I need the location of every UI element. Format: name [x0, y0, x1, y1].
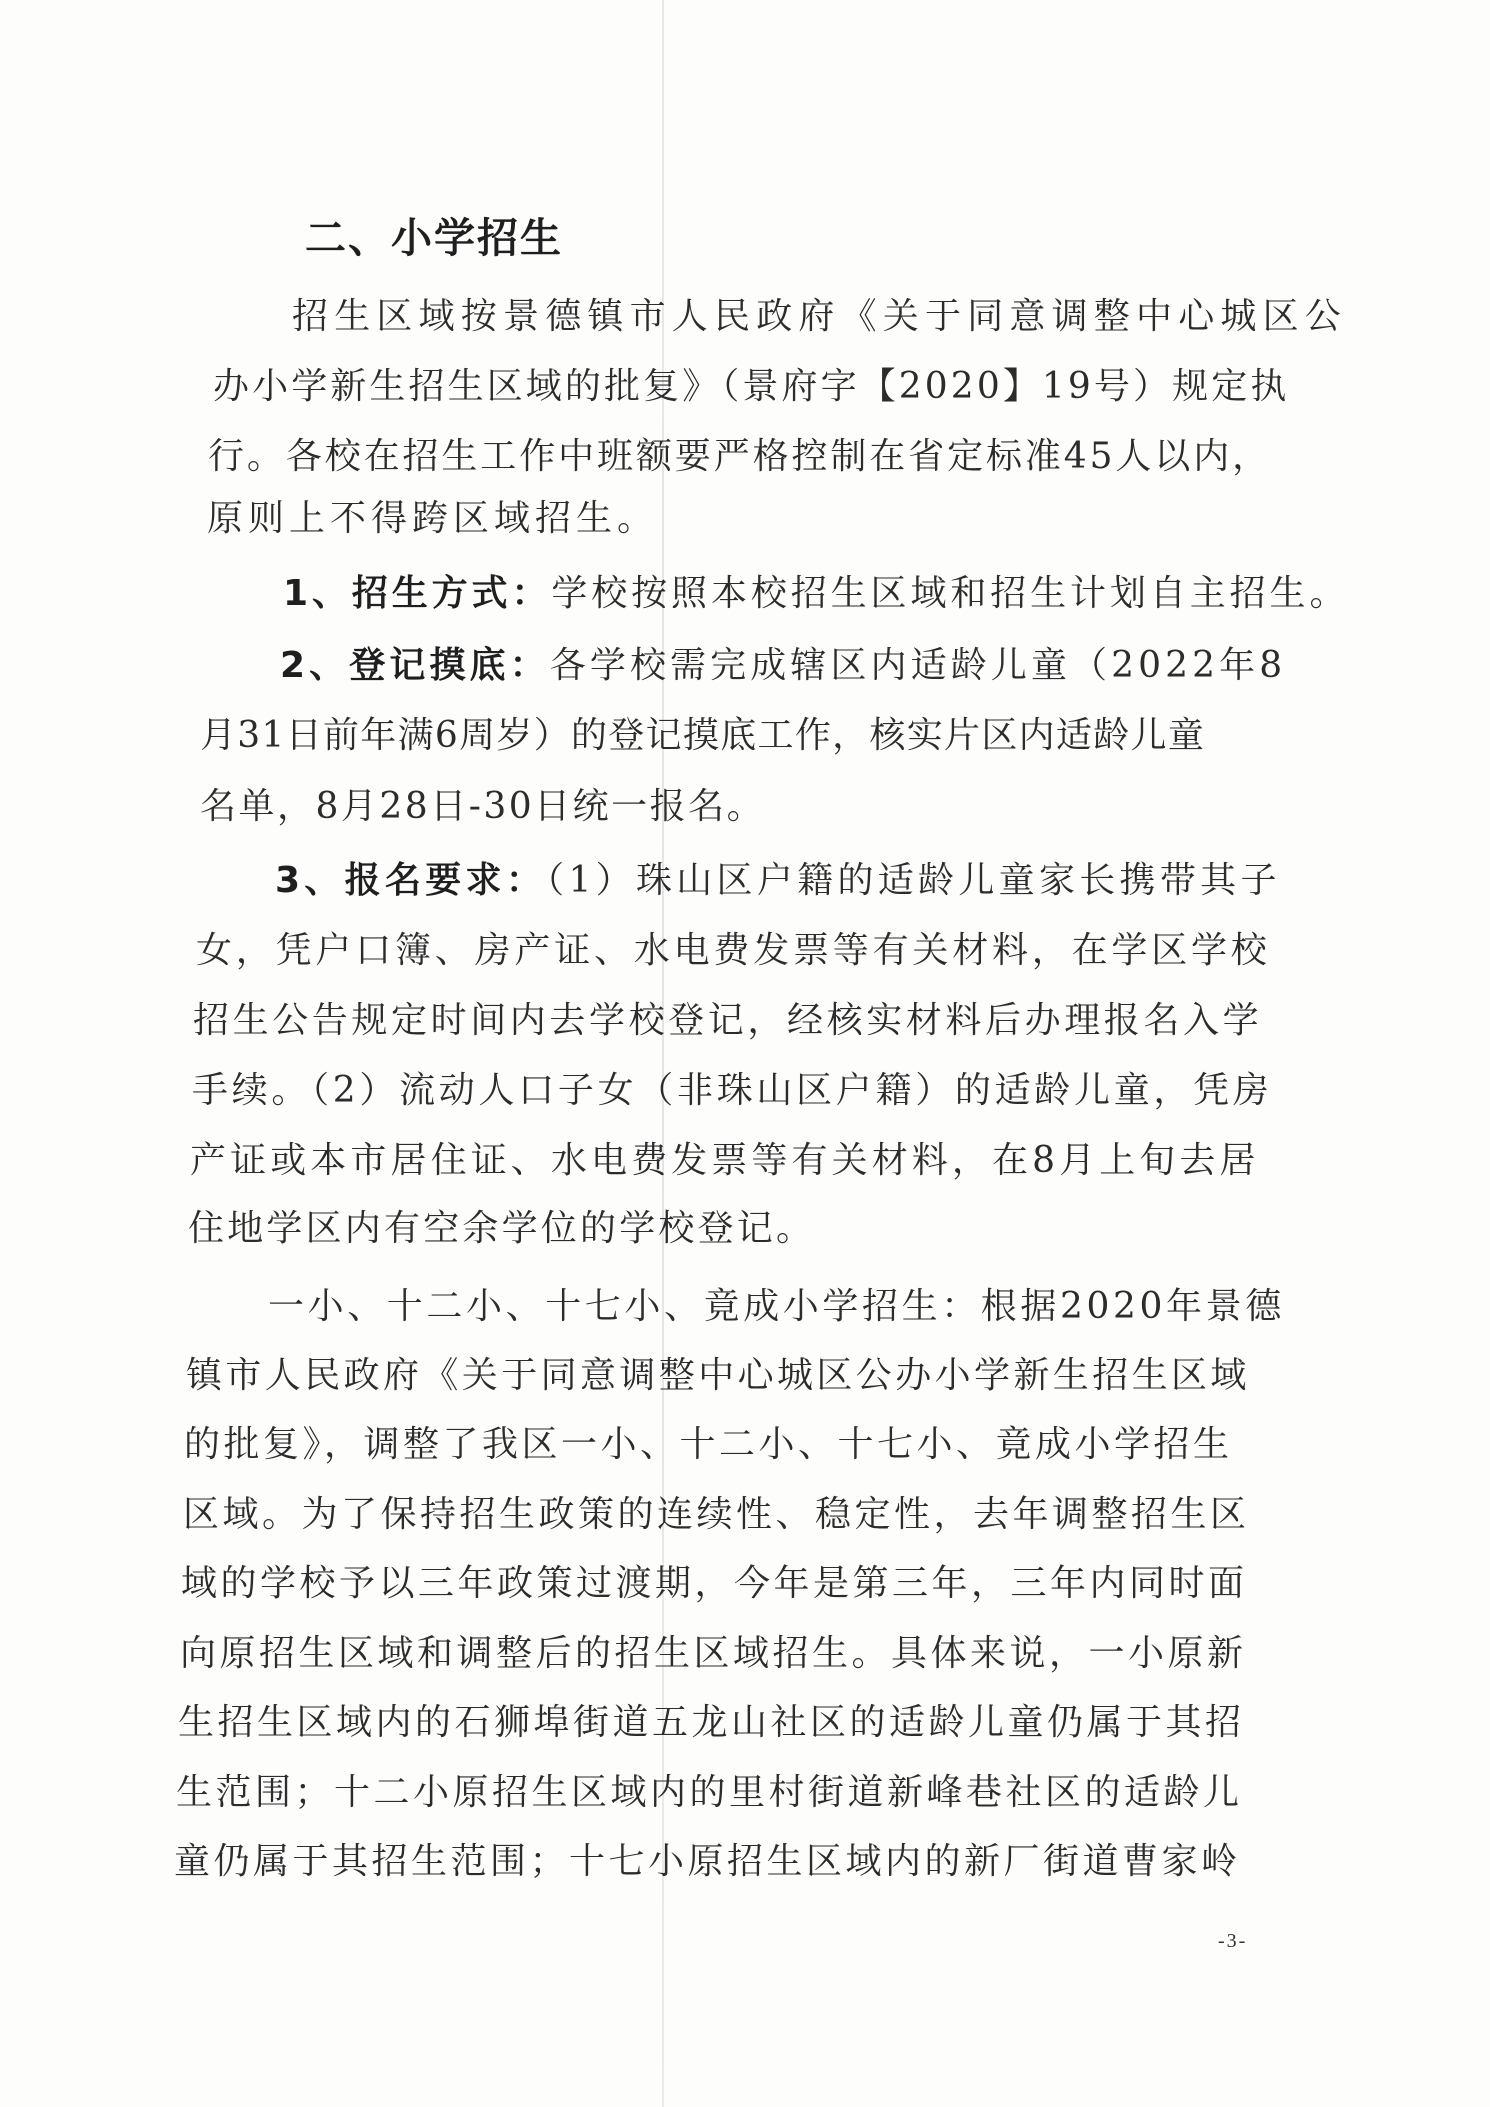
item-text: 各学校需完成辖区内适龄儿童（2022年8	[549, 645, 1287, 686]
list-item	[275, 852, 1281, 903]
item-label: 3、报名要求：	[275, 860, 547, 901]
paragraph-line: 生范围；十二小原招生区域内的里村街道新峰巷社区的适龄儿	[176, 1772, 1243, 1813]
item-text: （1）珠山区户籍的适龄儿童家长携带其子	[546, 860, 1281, 901]
paragraph-line: 招生公告规定时间内去学校登记，经核实材料后办理报名入学	[193, 1000, 1263, 1041]
list-item	[283, 565, 1349, 616]
list-item	[280, 637, 1286, 688]
paragraph-line: 向原招生区域和调整后的招生区域招生。具体来说，一小原新	[180, 1633, 1247, 1674]
item-text: 学校按照本校招生区域和招生计划自主招生。	[551, 573, 1350, 614]
item-label: 2、登记摸底：	[280, 645, 550, 686]
paragraph-line: 原则上不得跨区域招生。	[207, 498, 659, 539]
page-number: -3-	[1218, 1930, 1248, 1952]
paragraph-line: 产证或本市居住证、水电费发票等有关材料，在8月上旬去居	[190, 1140, 1260, 1181]
paragraph-line: 名单，8月28日-30日统一报名。	[200, 786, 766, 827]
paragraph-line: 生招生区域内的石狮埠街道五龙山社区的适龄儿童仍属于其招	[178, 1702, 1245, 1743]
item-label: 1、招生方式：	[283, 573, 552, 614]
paragraph-line: 的批复》，调整了我区一小、十二小、十七小、竟成小学招生	[184, 1424, 1233, 1465]
paragraph-line: 月31日前年满6周岁）的登记摸底工作，核实片区内适龄儿童	[200, 715, 1206, 756]
paragraph-line: 办小学新生招生区域的批复》（景府字【2020】19号）规定执	[213, 366, 1290, 407]
paragraph-line: 域的学校予以三年政策过渡期，今年是第三年，三年内同时面	[181, 1563, 1248, 1604]
paragraph-line: 招生区域按景德镇市人民政府《关于同意调整中心城区公	[292, 296, 1348, 337]
paragraph-line: 女，凭户口簿、房产证、水电费发票等有关材料，在学区学校	[196, 930, 1271, 971]
paragraph-line: 手续。（2）流动人口子女（非珠山区户籍）的适龄儿童，凭房	[192, 1070, 1273, 1111]
paragraph-line: 镇市人民政府《关于同意调整中心城区公办小学新生招生区域	[186, 1355, 1250, 1396]
paragraph-line: 行。各校在招生工作中班额要严格控制在省定标准45人以内，	[208, 436, 1272, 477]
paragraph-line: 区域。为了保持招生政策的连续性、稳定性，去年调整招生区	[183, 1494, 1250, 1535]
paragraph-line: 一小、十二小、十七小、竟成小学招生：根据2020年景德	[268, 1286, 1285, 1327]
section-heading: 二、小学招生	[305, 214, 563, 262]
paragraph-line: 住地学区内有空余学位的学校登记。	[188, 1208, 816, 1249]
paragraph-line: 童仍属于其招生范围；十七小原招生区域内的新厂街道曹家岭	[174, 1841, 1241, 1882]
